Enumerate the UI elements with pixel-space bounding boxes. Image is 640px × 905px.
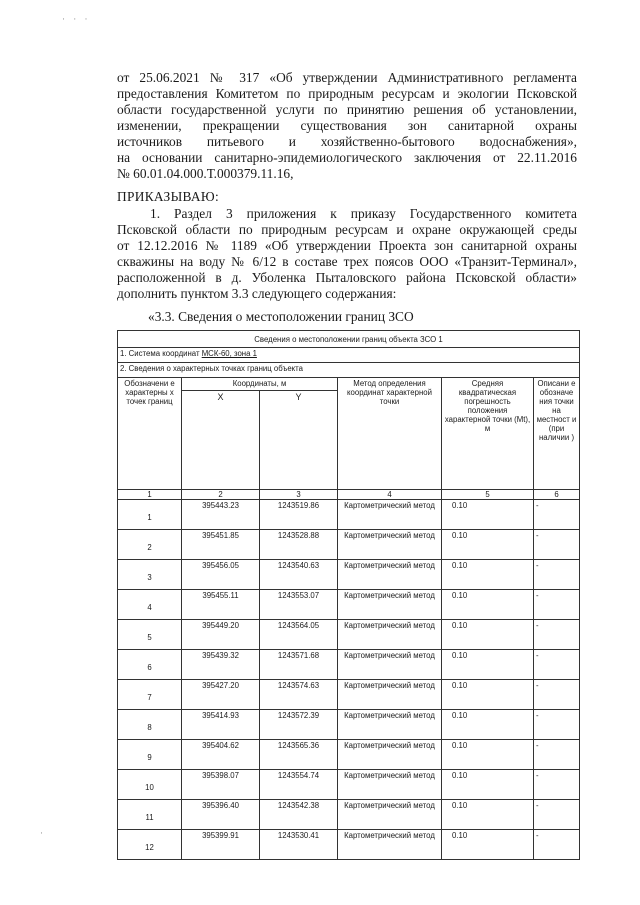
coord-y: 1243553.07: [260, 590, 338, 620]
point-number: 7: [118, 680, 182, 710]
method: Картометрический метод: [338, 830, 442, 860]
method: Картометрический метод: [338, 770, 442, 800]
description: -: [534, 650, 580, 680]
table-row: [118, 770, 580, 800]
table-row: [118, 590, 580, 620]
header-error: Средняя квадратическая погрешность положения характерной точки (Mt), м: [442, 378, 534, 490]
description: -: [534, 710, 580, 740]
coord-x: 395443.23: [182, 500, 260, 530]
error-value: 0.10: [442, 740, 534, 770]
point-number: 6: [118, 650, 182, 680]
method: Картометрический метод: [338, 650, 442, 680]
description: -: [534, 590, 580, 620]
error-value: 0.10: [442, 650, 534, 680]
margin-dot: ·: [40, 828, 43, 838]
table-row: [118, 680, 580, 710]
coord-y: 1243564.05: [260, 620, 338, 650]
error-value: 0.10: [442, 500, 534, 530]
coord-y: 1243540.63: [260, 560, 338, 590]
coord-y: 1243565.36: [260, 740, 338, 770]
item-line: 1. Раздел 3 приложения к приказу Государственного комитета: [150, 206, 577, 221]
column-number: 6: [534, 490, 580, 500]
column-number: 3: [260, 490, 338, 500]
error-value: 0.10: [442, 710, 534, 740]
boundary-points-table: [117, 330, 580, 860]
point-number: 8: [118, 710, 182, 740]
method: Картометрический метод: [338, 680, 442, 710]
subsection-title: «3.3. Сведения о местоположении границ ЗСО: [148, 309, 414, 324]
description: -: [534, 620, 580, 650]
paragraph-line: от 25.06.2021 № 317 «Об утверждении Административного регламента: [117, 70, 577, 85]
coordinate-system-prefix: 1. Система координат: [120, 349, 202, 358]
coord-x: 395449.20: [182, 620, 260, 650]
coord-x: 395455.11: [182, 590, 260, 620]
column-number: 4: [338, 490, 442, 500]
header-coords: Координаты, м: [182, 378, 338, 391]
description: -: [534, 830, 580, 860]
coord-y: 1243530.41: [260, 830, 338, 860]
error-value: 0.10: [442, 590, 534, 620]
coord-x: 395399.91: [182, 830, 260, 860]
coord-y: 1243519.86: [260, 500, 338, 530]
item-line: расположенной в д. Уболенка Пыталовского района Псковской области»: [117, 270, 577, 285]
paragraph-line: области государственной услуги по принятию решения об установлении,: [117, 102, 577, 117]
header-point: Обозначени е характерны х точек границ: [118, 378, 182, 490]
table-row: [118, 620, 580, 650]
method: Картометрический метод: [338, 740, 442, 770]
table-title-row: [118, 331, 580, 348]
point-number: 9: [118, 740, 182, 770]
order-heading: ПРИКАЗЫВАЮ:: [117, 189, 219, 204]
section2-row: [118, 363, 580, 378]
coord-x: 395439.32: [182, 650, 260, 680]
point-number: 3: [118, 560, 182, 590]
column-numbers-row: [118, 490, 580, 500]
method: Картометрический метод: [338, 500, 442, 530]
coord-y: 1243574.63: [260, 680, 338, 710]
item-line: скважины на воду № 6/12 в составе трех поясов ООО «Транзит-Терминал»,: [117, 254, 577, 269]
header-y: Y: [260, 391, 338, 490]
corner-marks: · · ·: [62, 14, 91, 24]
point-number: 1: [118, 500, 182, 530]
point-number: 4: [118, 590, 182, 620]
method: Картометрический метод: [338, 620, 442, 650]
item-line: дополнить пунктом 3.3 следующего содержания:: [117, 286, 397, 301]
method: Картометрический метод: [338, 800, 442, 830]
coord-x: 395451.85: [182, 530, 260, 560]
point-number: 10: [118, 770, 182, 800]
point-number: 5: [118, 620, 182, 650]
paragraph-line: № 60.01.04.000.Т.000379.11.16,: [117, 166, 294, 181]
error-value: 0.10: [442, 530, 534, 560]
table-row: [118, 830, 580, 860]
coord-x: 395398.07: [182, 770, 260, 800]
column-number: 5: [442, 490, 534, 500]
description: -: [534, 770, 580, 800]
paragraph-line: предоставления Комитетом по природным ресурсам и экологии Псковской: [117, 86, 577, 101]
description: -: [534, 560, 580, 590]
description: -: [534, 500, 580, 530]
coordinate-system-cell: [118, 348, 580, 363]
error-value: 0.10: [442, 560, 534, 590]
paragraph-line: изменении, прекращении существования зон санитарной охраны: [117, 118, 577, 133]
coord-x: 395404.62: [182, 740, 260, 770]
table-row: [118, 800, 580, 830]
table-row: [118, 650, 580, 680]
error-value: 0.10: [442, 770, 534, 800]
coord-y: 1243528.88: [260, 530, 338, 560]
method: Картометрический метод: [338, 560, 442, 590]
point-number: 12: [118, 830, 182, 860]
coordinate-system-name: МСК-60, зона 1: [201, 349, 257, 358]
table-body: [118, 500, 580, 860]
section2-cell: 2. Сведения о характерных точках границ объекта: [118, 363, 580, 378]
error-value: 0.10: [442, 800, 534, 830]
point-number: 11: [118, 800, 182, 830]
coord-y: 1243572.39: [260, 710, 338, 740]
description: -: [534, 800, 580, 830]
paragraph-line: источников питьевого и хозяйственно-бытового водоснабжения»,: [117, 134, 577, 149]
coord-x: 395427.20: [182, 680, 260, 710]
method: Картометрический метод: [338, 530, 442, 560]
table-row: [118, 710, 580, 740]
method: Картометрический метод: [338, 710, 442, 740]
coordinate-system-row: [118, 348, 580, 363]
header-row: [118, 378, 580, 391]
paragraph-line: на основании санитарно-эпидемиологического заключения от 22.11.2016: [117, 150, 577, 165]
point-number: 2: [118, 530, 182, 560]
coord-x: 395456.05: [182, 560, 260, 590]
header-desc: Описани е обозначе ния точки на местност и (при наличии ): [534, 378, 580, 490]
table-title: Сведения о местоположении границ объекта ЗСО 1: [118, 331, 580, 348]
table-row: [118, 530, 580, 560]
header-method: Метод определения координат характерной точки: [338, 378, 442, 490]
description: -: [534, 530, 580, 560]
coord-y: 1243554.74: [260, 770, 338, 800]
table-row: [118, 560, 580, 590]
coord-x: 395396.40: [182, 800, 260, 830]
description: -: [534, 680, 580, 710]
error-value: 0.10: [442, 830, 534, 860]
method: Картометрический метод: [338, 590, 442, 620]
table-row: [118, 500, 580, 530]
coord-y: 1243542.38: [260, 800, 338, 830]
error-value: 0.10: [442, 680, 534, 710]
item-line: от 12.12.2016 № 1189 «Об утверждении Проекта зон санитарной охраны: [117, 238, 577, 253]
coord-y: 1243571.68: [260, 650, 338, 680]
column-number: 2: [182, 490, 260, 500]
item-line: Псковской области по природным ресурсам и охране окружающей среды: [117, 222, 577, 237]
error-value: 0.10: [442, 620, 534, 650]
description: -: [534, 740, 580, 770]
column-number: 1: [118, 490, 182, 500]
header-x: X: [182, 391, 260, 490]
coord-x: 395414.93: [182, 710, 260, 740]
table-row: [118, 740, 580, 770]
